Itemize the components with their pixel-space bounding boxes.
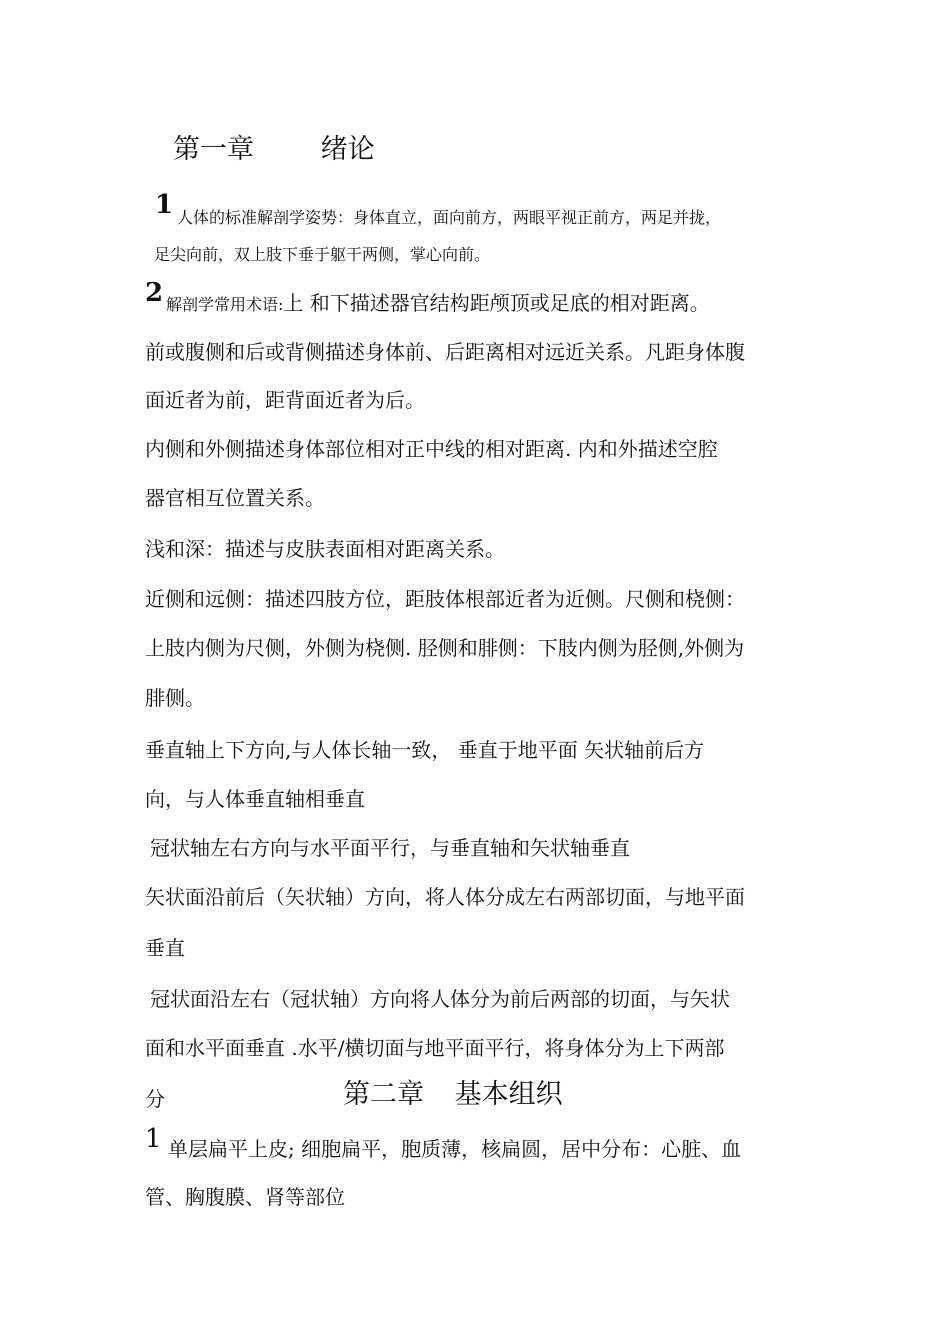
paragraph-line: 矢状面沿前后（矢状轴）方向，将人体分成左右两部切面，与地平面 (145, 885, 745, 909)
paragraph-line: 器官相互位置关系。 (145, 486, 325, 510)
paragraph-line: 向，与人体垂直轴相垂直 (145, 787, 365, 811)
paragraph-line: 上肢内侧为尺侧，外侧为桡侧. 胫侧和腓侧：下肢内侧为胫侧,外侧为 (145, 636, 745, 660)
term-lead: 解剖学常用术语: (166, 295, 284, 314)
paragraph-line: 分 (145, 1087, 165, 1111)
paragraph-line: 足尖向前，双上肢下垂于躯干两侧，掌心向前。 (154, 245, 491, 264)
item-number: 1 (145, 1124, 162, 1154)
paragraph-line: 管、胸腹膜、肾等部位 (145, 1185, 345, 1209)
paragraph-line (168, 1133, 741, 1162)
paragraph-line: 人体的标准解剖学姿势：身体直立，面向前方，两眼平视正前方，两足并拢， (177, 208, 722, 227)
item-number: 1 (155, 190, 174, 220)
item-number: 2 (145, 278, 164, 308)
chapter-label: 第二章 (343, 1079, 424, 1110)
paragraph-line: 冠状面沿左右（冠状轴）方向将人体分为前后两部的切面，与矢状 (150, 987, 730, 1011)
paragraph-line: 面和水平面垂直 .水平/横切面与地平面平行，将身体分为上下两部 (145, 1036, 725, 1060)
chapter-title: 基本组织 (454, 1079, 563, 1110)
term-text: 上 和下描述器官结构距颅顶或足底的相对距离。 (283, 291, 710, 315)
paragraph-line: 冠状轴左右方向与水平面平行，与垂直轴和矢状轴垂直 (150, 836, 630, 860)
paragraph-line: 浅和深：描述与皮肤表面相对距离关系。 (145, 537, 505, 561)
paragraph-line: 近侧和远侧：描述四肢方位，距肢体根部近者为近侧。尺侧和桡侧： (145, 587, 745, 611)
chapter-heading (343, 1072, 563, 1111)
paragraph-line: 面近者为前，距背面近者为后。 (145, 388, 425, 412)
paragraph-line: 腓侧。 (145, 686, 205, 710)
paragraph-line: 前或腹侧和后或背侧描述身体前、后距离相对远近关系。凡距身体腹 (145, 340, 745, 364)
term-lead: 单层扁平上皮; (168, 1137, 295, 1161)
paragraph-line (166, 287, 710, 316)
chapter-heading (173, 127, 375, 166)
paragraph-line: 垂直轴上下方向,与人体长轴一致， 垂直于地平面 矢状轴前后方 (145, 738, 705, 762)
paragraph-line: 垂直 (145, 936, 185, 960)
chapter-label: 第一章 (173, 134, 254, 165)
chapter-title: 绪论 (320, 134, 375, 165)
term-text: 细胞扁平，胞质薄，核扁圆，居中分布：心脏、血 (294, 1137, 742, 1161)
paragraph-line: 内侧和外侧描述身体部位相对正中线的相对距离. 内和外描述空腔 (145, 437, 718, 461)
